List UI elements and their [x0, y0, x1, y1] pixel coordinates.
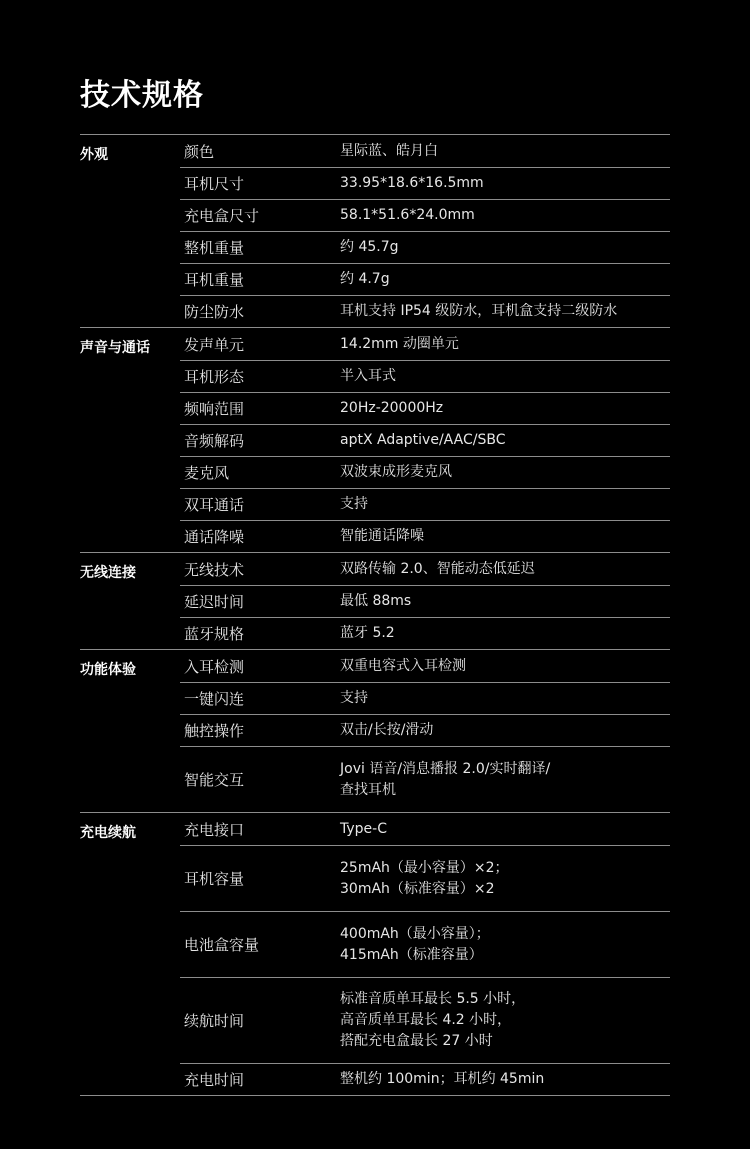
spec-value: 约 4.7g — [340, 271, 390, 287]
spec-label: 续航时间 — [184, 1012, 245, 1030]
spec-value: 33.95*18.6*16.5mm — [340, 175, 484, 191]
spec-row — [180, 714, 670, 746]
spec-value: 25mAh（最小容量）×2； 30mAh（标准容量）×2 — [340, 859, 509, 897]
spec-value: 双波束成形麦克风 — [340, 464, 452, 480]
spec-label: 防尘防水 — [184, 303, 245, 321]
spec-value: 14.2mm 动圈单元 — [340, 335, 459, 352]
spec-value: aptX Adaptive/AAC/SBC — [340, 432, 506, 448]
spec-label: 充电接口 — [184, 820, 245, 839]
spec-row — [180, 585, 670, 617]
spec-label: 音频解码 — [184, 432, 245, 450]
spec-row — [180, 617, 670, 649]
spec-label: 充电时间 — [184, 1071, 245, 1089]
spec-label: 充电盒尺寸 — [184, 207, 260, 225]
section-features — [80, 649, 670, 812]
section-name: 充电续航 — [80, 825, 136, 841]
spec-label: 颜色 — [184, 142, 215, 161]
spec-row — [180, 424, 670, 456]
spec-label: 通话降噪 — [184, 528, 245, 546]
spec-value: 耳机支持 IP54 级防水，耳机盒支持二级防水 — [340, 303, 618, 319]
spec-value: 智能通话降噪 — [340, 528, 424, 544]
spec-table — [80, 134, 670, 1096]
spec-label: 延迟时间 — [184, 593, 245, 611]
section-name: 功能体验 — [80, 662, 136, 678]
spec-row — [180, 295, 670, 327]
spec-value: 半入耳式 — [340, 368, 396, 384]
spec-label: 耳机尺寸 — [184, 175, 245, 193]
section-name: 外观 — [80, 147, 108, 163]
spec-label: 蓝牙规格 — [184, 625, 245, 643]
spec-value: 双路传输 2.0、智能动态低延迟 — [340, 560, 535, 577]
spec-row — [180, 911, 670, 977]
spec-label: 双耳通话 — [184, 496, 245, 514]
spec-row — [180, 231, 670, 263]
spec-row — [180, 682, 670, 714]
spec-value: 标准音质单耳最长 5.5 小时， 高音质单耳最长 4.2 小时， 搭配充电盒最长 27 小时 — [340, 991, 526, 1049]
spec-row — [180, 167, 670, 199]
spec-row — [180, 135, 670, 167]
spec-value: 整机约 100min；耳机约 45min — [340, 1071, 545, 1087]
spec-row — [180, 977, 670, 1063]
spec-row — [180, 813, 670, 845]
spec-value: 双重电容式入耳检测 — [340, 657, 466, 674]
spec-label: 耳机容量 — [184, 870, 245, 888]
section-sound-and-call — [80, 327, 670, 552]
spec-value: 最低 88ms — [340, 593, 412, 609]
spec-value: 400mAh（最小容量）； 415mAh（标准容量） — [340, 925, 490, 963]
section-appearance — [80, 134, 670, 327]
spec-label: 一键闪连 — [184, 690, 245, 708]
spec-label: 入耳检测 — [184, 657, 245, 676]
spec-label: 整机重量 — [184, 239, 245, 257]
spec-row — [180, 520, 670, 552]
section-rows — [180, 813, 670, 1095]
spec-label: 电池盒容量 — [184, 936, 260, 954]
spec-label: 智能交互 — [184, 771, 245, 789]
spec-row — [180, 553, 670, 585]
spec-label: 发声单元 — [184, 335, 245, 354]
section-rows — [180, 135, 670, 327]
spec-row — [180, 199, 670, 231]
page-title: 技术规格 — [80, 78, 204, 113]
spec-row — [180, 360, 670, 392]
spec-value: 58.1*51.6*24.0mm — [340, 207, 475, 223]
spec-label: 麦克风 — [184, 464, 230, 482]
section-rows — [180, 328, 670, 552]
spec-value: 20Hz-20000Hz — [340, 400, 444, 416]
spec-row — [180, 1063, 670, 1095]
spec-value: 双击/长按/滑动 — [340, 722, 434, 738]
spec-label: 触控操作 — [184, 722, 245, 740]
spec-row — [180, 392, 670, 424]
spec-label: 频响范围 — [184, 400, 245, 418]
spec-value: 支持 — [340, 496, 368, 512]
spec-row — [180, 488, 670, 520]
spec-label: 耳机重量 — [184, 271, 245, 289]
section-wireless — [80, 552, 670, 649]
spec-value: 支持 — [340, 690, 368, 706]
spec-row — [180, 650, 670, 682]
spec-value: 星际蓝、皓月白 — [340, 142, 438, 159]
spec-label: 无线技术 — [184, 560, 245, 579]
spec-row — [180, 746, 670, 812]
section-rows — [180, 650, 670, 812]
section-name: 无线连接 — [80, 565, 136, 581]
spec-row — [180, 456, 670, 488]
section-name: 声音与通话 — [80, 340, 150, 356]
spec-label: 耳机形态 — [184, 368, 245, 386]
section-rows — [180, 553, 670, 649]
spec-value: 约 45.7g — [340, 239, 399, 255]
spec-value: 蓝牙 5.2 — [340, 625, 395, 641]
spec-value: Jovi 语音/消息播报 2.0/实时翻译/ 查找耳机 — [340, 760, 551, 798]
spec-row — [180, 328, 670, 360]
spec-row — [180, 263, 670, 295]
spec-value: Type-C — [340, 820, 387, 837]
section-charging-battery — [80, 812, 670, 1096]
spec-row — [180, 845, 670, 911]
